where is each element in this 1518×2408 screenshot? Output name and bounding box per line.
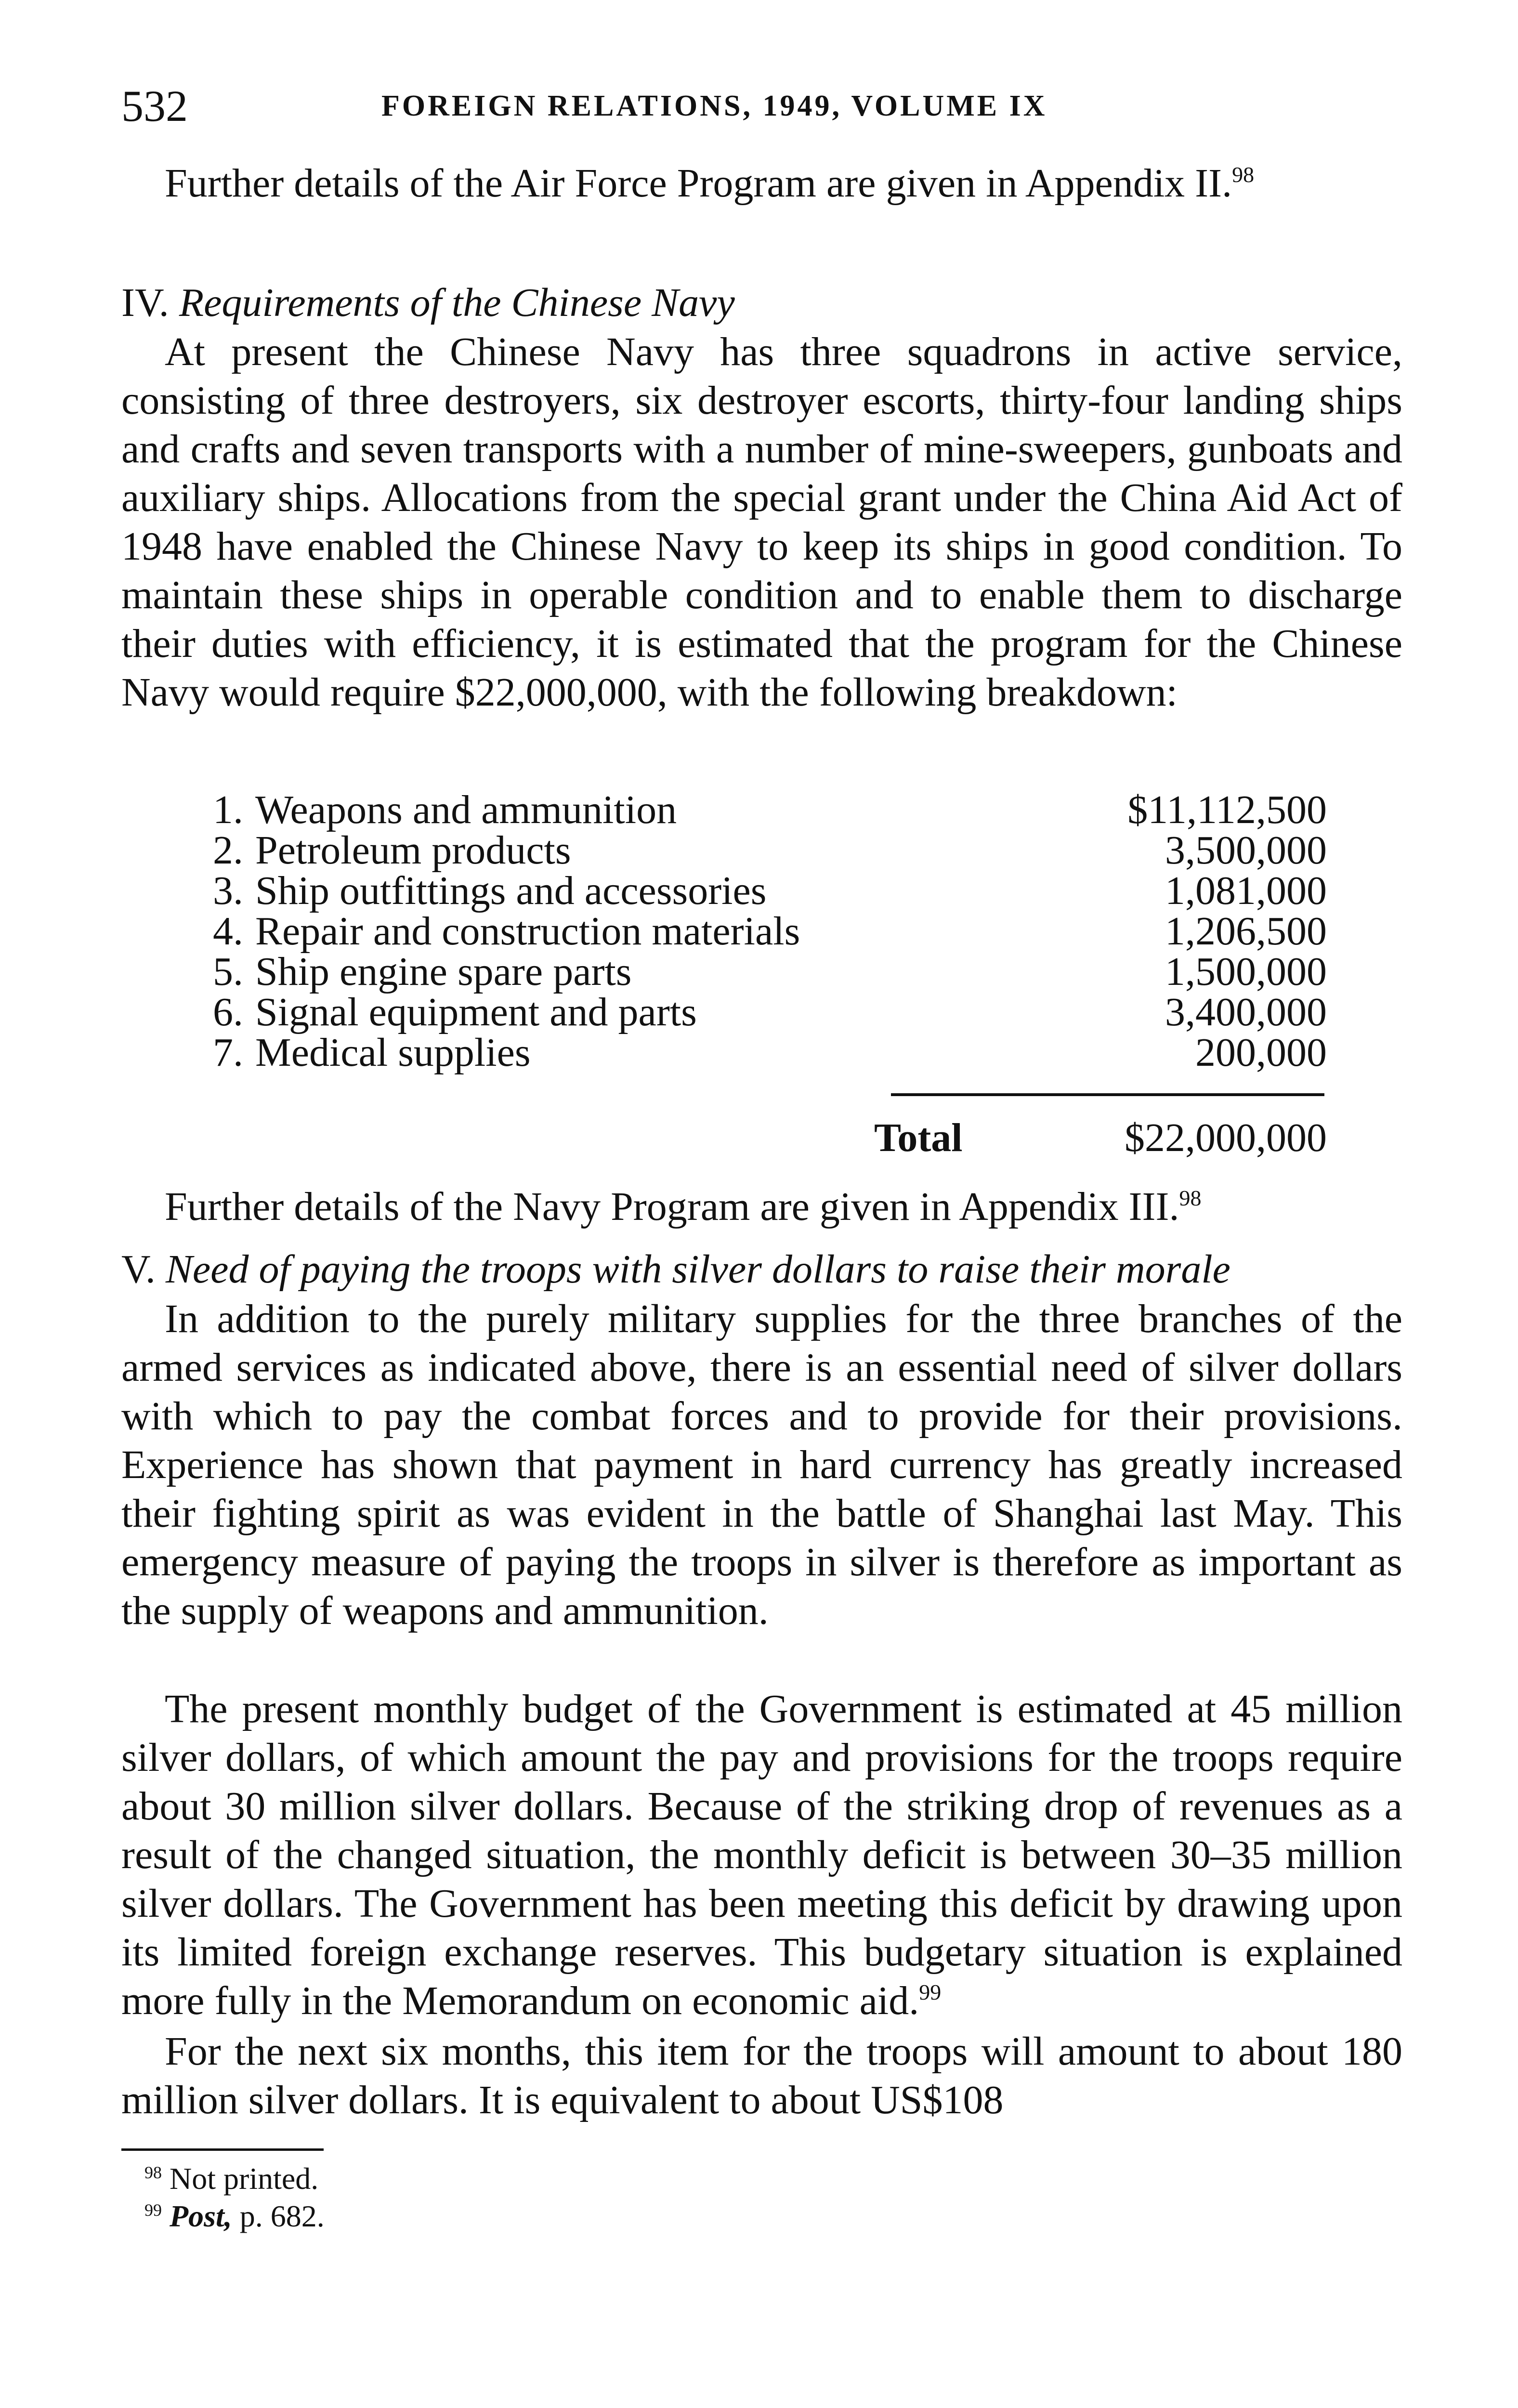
total-amount: $22,000,000 [1125, 1115, 1327, 1160]
row-amount: $11,112,500 [1127, 787, 1327, 832]
breakdown-row [190, 830, 1327, 871]
row-index: 2. [213, 828, 243, 873]
running-head: FOREIGN RELATIONS, 1949, VOLUME IX [381, 90, 1047, 122]
row-amount: 1,500,000 [1165, 949, 1327, 994]
row-label: Petroleum products [255, 828, 571, 873]
section-iv-heading [121, 278, 1402, 327]
footnote-rule [121, 2148, 324, 2151]
breakdown-row [190, 911, 1327, 952]
breakdown-row [190, 949, 1327, 994]
page-header [121, 77, 1412, 135]
navy-details-text: Further details of the Navy Program are given in Appendix III. [165, 1184, 1179, 1229]
page-number: 532 [121, 81, 188, 131]
budget-paragraph [121, 1685, 1402, 2025]
total-rule [891, 1093, 1324, 1096]
six-months-paragraph: For the next six months, this item for the troops will amount to about 180 million silver dollars. It is equivalent to about US$108 [121, 2029, 1402, 2122]
row-label: Ship engine spare parts [255, 949, 632, 994]
navy-details-paragraph [121, 1182, 1402, 1231]
row-amount: 1,081,000 [1165, 868, 1327, 913]
row-label: Weapons and ammunition [255, 787, 677, 832]
budget-text: The present monthly budget of the Government is estimated at 45 million silver dollars, of which amount the pay and provisions for the troops require about 30 million silver dollars. Because of the striking drop of revenues as a result of the changed situation, the monthly deficit is between 30–35 million silver dollars. The Government has been meeting this deficit by drawing upon its limited foreign exchange reserves. This budgetary situation is explained more fully in the Memorandum on economic aid. [121, 1687, 1402, 2023]
total-label: Total [874, 1115, 963, 1160]
row-label: Ship outfittings and accessories [255, 868, 767, 913]
footnote-mark: 98 [144, 2163, 162, 2182]
navy-breakdown-table [190, 787, 1327, 1075]
silver-dollars-paragraph: In addition to the purely military supplies for the three branches of the armed services as indicated above, there is an essential need of silver dollars with which to pay the combat forces and to provide for their provisions. Experience has shown that payment in hard currency has greatly increased their fighting spirit as was evident in the battle of Shanghai last May. This emergency measure of paying the troops in silver is therefore as important as the supply of weapons and ammunition. [121, 1296, 1402, 1633]
air-force-paragraph [121, 159, 1402, 208]
row-label: Medical supplies [255, 1030, 531, 1075]
footnote-ref-98: 98 [1179, 1186, 1202, 1210]
footnote-ref-98: 98 [1232, 162, 1255, 187]
row-label: Repair and construction materials [255, 909, 800, 954]
footnote-text: Not printed. [170, 2161, 319, 2196]
footnote-reference: Post, [170, 2199, 232, 2233]
breakdown-row [190, 1030, 1327, 1075]
breakdown-row [190, 787, 1327, 832]
section-v-heading [121, 1245, 1402, 1294]
row-index: 4. [213, 909, 243, 954]
footnote-98 [144, 2160, 867, 2198]
row-index: 3. [213, 868, 243, 913]
row-amount: 3,500,000 [1165, 828, 1327, 873]
section-v-title: Need of paying the troops with silver dollars to raise their morale [165, 1247, 1230, 1292]
navy-paragraph: At present the Chinese Navy has three squadrons in active service, consisting of three destroyers, six destroyer escorts, thirty-four landing ships and crafts and seven transports with a number of mine-sweepers, gunboats and auxiliary ships. Allocations from the special grant under the China Aid Act of 1948 have enabled the Chinese Navy to keep its ships in good condition. To maintain these ships in operable condition and to enable them to discharge their duties with efficiency, it is estimated that the program for the Chinese Navy would require $22,000,000, with the following breakdown: [121, 329, 1402, 715]
row-index: 5. [213, 949, 243, 994]
footnote-99 [144, 2198, 867, 2235]
row-index: 7. [213, 1030, 243, 1075]
footnote-mark: 99 [144, 2200, 162, 2220]
breakdown-row [190, 868, 1327, 913]
row-amount: 1,206,500 [1165, 909, 1327, 954]
footnote-ref-99: 99 [919, 1980, 942, 2004]
footnote-text: p. 682. [239, 2199, 325, 2233]
row-label: Signal equipment and parts [255, 990, 697, 1034]
row-index: 6. [213, 990, 243, 1034]
footnotes [144, 2160, 867, 2235]
row-amount: 3,400,000 [1165, 990, 1327, 1034]
section-iv-title: Requirements of the Chinese Navy [179, 280, 735, 325]
section-v-number: V. [121, 1247, 156, 1292]
total-row [190, 1116, 1327, 1160]
breakdown-row [190, 992, 1327, 1033]
row-index: 1. [213, 787, 243, 832]
air-force-text: Further details of the Air Force Program are given in Appendix II. [165, 161, 1232, 206]
section-iv-number: IV. [121, 280, 169, 325]
row-amount: 200,000 [1195, 1030, 1327, 1075]
